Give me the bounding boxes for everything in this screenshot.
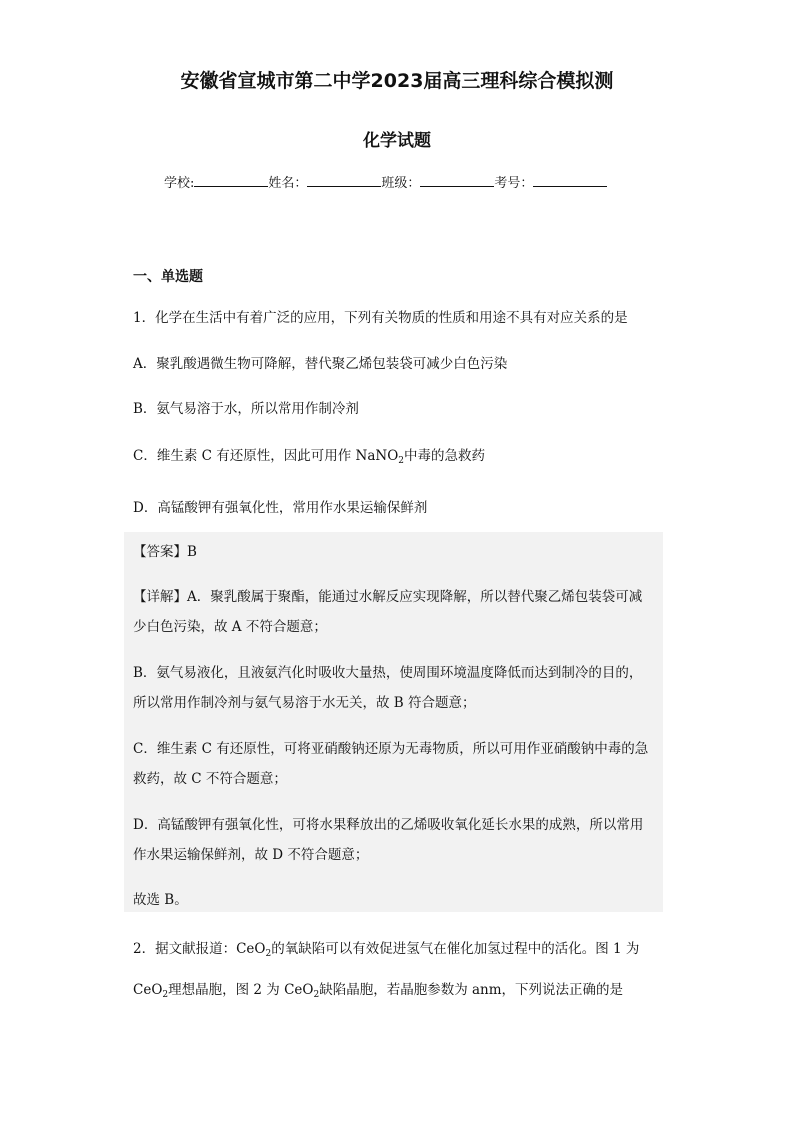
conclusion-line: 故选 B。 <box>133 892 188 908</box>
detail-line-3: B．氨气易液化，且液氨汽化时吸收大量热，使周围环境温度降低而达到制冷的目的， <box>133 665 643 681</box>
q1-option-a: A．聚乳酸遇微生物可降解，替代聚乙烯包装袋可减少白色污染 <box>133 356 508 372</box>
school-label: 学校: <box>164 176 195 191</box>
detail-line-7: D．高锰酸钾有强氧化性，可将水果释放出的乙烯吸收氧化延长水果的成熟，所以常用 <box>133 817 644 833</box>
detail-line-4: 所以常用作制冷剂与氨气易溶于水无关，故 B 符合题意； <box>133 695 476 711</box>
detail-line-6: 救药，故 C 不符合题意； <box>133 771 287 787</box>
class-blank <box>420 174 494 187</box>
section-heading: 一、单选题 <box>133 269 203 285</box>
exam-number-blank <box>533 174 607 187</box>
q1-option-c: C．维生素 C 有还原性，因此可用作 NaNO$_2$中毒的急救药 <box>133 448 486 466</box>
q1-option-d: D．高锰酸钾有强氧化性，常用作水果运输保鲜剂 <box>133 500 428 516</box>
q1-option-b: B．氨气易溶于水，所以常用作制冷剂 <box>133 401 359 417</box>
document-subtitle: 化学试题 <box>363 131 431 151</box>
school-blank <box>194 174 268 187</box>
detail-line-2: 少白色污染，故 A 不符合题意； <box>133 619 327 635</box>
q1-stem: 1．化学在生活中有着广泛的应用，下列有关物质的性质和用途不具有对应关系的是 <box>133 310 628 326</box>
answer-label: 【答案】B <box>133 544 197 560</box>
detail-line-8: 作水果运输保鲜剂，故 D 不符合题意； <box>133 847 369 863</box>
detail-line-5: C．维生素 C 有还原性，可将亚硝酸钠还原为无毒物质，所以可用作亚硝酸钠中毒的急 <box>133 741 649 757</box>
class-label: 班级： <box>381 176 421 191</box>
q2-line-2: CeO$_2$理想晶胞，图 2 为 CeO$_2$缺陷晶胞，若晶胞参数为 anm，下列说法正确的是 <box>133 982 624 1000</box>
detail-line-1: 【详解】A．聚乳酸属于聚酯，能通过水解反应实现降解，所以替代聚乙烯包装袋可减 <box>133 589 643 605</box>
exam-number-label: 考号： <box>494 176 534 191</box>
q2-line-1: 2．据文献报道：CeO$_2$的氧缺陷可以有效促进氢气在催化加氢过程中的活化。图 1 为 <box>133 941 640 959</box>
document-title: 安徽省宣城市第二中学2023届高三理科综合模拟测 <box>180 70 614 92</box>
name-label: 姓名： <box>268 176 308 191</box>
name-blank <box>307 174 381 187</box>
student-info-fields <box>164 172 607 191</box>
